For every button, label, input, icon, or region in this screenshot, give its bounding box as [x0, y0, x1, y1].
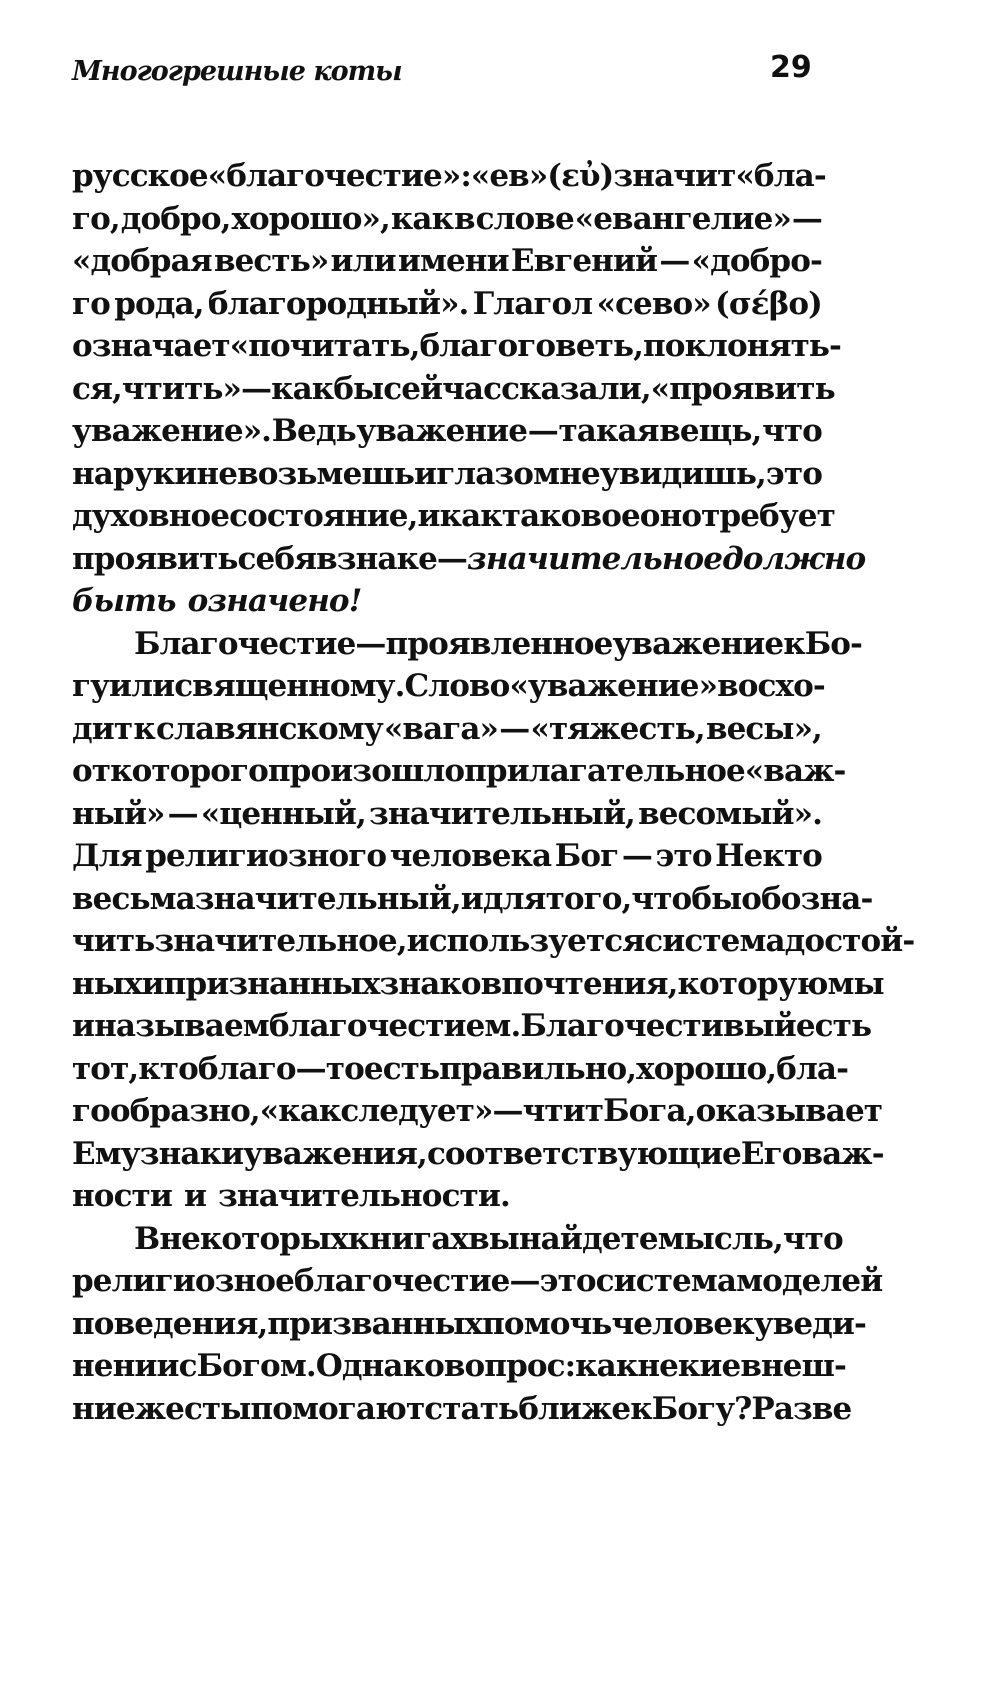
word: «евангелие»	[574, 200, 791, 237]
word: весы»,	[705, 710, 822, 747]
word: —	[492, 1093, 523, 1129]
word: себя	[237, 540, 317, 577]
word: религиозное	[72, 1263, 294, 1299]
word: произошло	[267, 753, 465, 789]
word: гообразно,	[72, 1093, 260, 1129]
word: и	[417, 498, 440, 534]
word: —	[167, 795, 198, 832]
word: «добро-	[691, 243, 822, 279]
text-line	[72, 495, 835, 538]
word: от	[72, 753, 111, 789]
emphasis-word: должно	[722, 540, 866, 577]
text-line	[72, 240, 822, 283]
word: сейчас	[383, 370, 502, 407]
word: признанных	[163, 965, 380, 1002]
text-line	[72, 580, 822, 623]
word: требует	[701, 498, 835, 534]
word: уважение	[612, 625, 784, 662]
word: славянскому	[156, 710, 383, 747]
word: Ему	[72, 1135, 140, 1172]
word: нении	[72, 1348, 179, 1384]
word: вещь,	[659, 413, 762, 449]
text-line	[72, 1260, 883, 1303]
text-line	[72, 1345, 846, 1388]
word: уважение	[356, 413, 528, 449]
word: В	[134, 1220, 160, 1257]
word: Разве	[751, 1390, 852, 1427]
word: знаке	[336, 540, 437, 577]
word: которую	[677, 965, 828, 1002]
word: рода,	[114, 285, 204, 322]
word: «тяжесть,	[530, 710, 705, 747]
word: это	[539, 1263, 596, 1299]
word: благородный».	[207, 285, 469, 322]
word: и	[460, 880, 483, 917]
word: уважение».	[72, 413, 272, 449]
word: поведения,	[72, 1305, 268, 1342]
word: «ценный,	[200, 795, 366, 832]
word: ближе	[518, 1390, 631, 1427]
word: как	[575, 1348, 638, 1384]
word: человека	[389, 838, 552, 874]
word: —	[499, 710, 530, 747]
word: не	[559, 455, 600, 492]
word: «как	[259, 1093, 341, 1129]
word: Евгений	[510, 243, 658, 279]
word: и	[183, 1178, 207, 1214]
word: слове	[475, 200, 574, 237]
word: Некто	[715, 838, 822, 874]
text-line	[72, 283, 822, 326]
text-line	[72, 963, 884, 1006]
text-line	[72, 750, 846, 793]
word: уважения,	[243, 1135, 427, 1172]
word: такая	[558, 413, 659, 449]
word: —	[791, 200, 822, 237]
word: человеку	[611, 1305, 773, 1342]
word: чтит	[522, 1093, 604, 1129]
word: вы	[468, 1220, 519, 1257]
word: ный»	[72, 795, 165, 832]
text-line	[72, 835, 822, 878]
word: глазом	[436, 455, 560, 492]
word: значительный,	[369, 795, 635, 832]
word: в	[316, 540, 337, 577]
word: восхо-	[717, 668, 825, 704]
emphasis-word: значительное	[467, 540, 723, 577]
text-line	[72, 325, 841, 368]
word: поклонять-	[643, 328, 841, 364]
word: есть	[363, 1050, 440, 1087]
word: соответствующие	[426, 1135, 741, 1172]
word: на	[72, 455, 113, 492]
text-line	[72, 410, 822, 453]
text-line	[72, 708, 822, 751]
paragraph	[72, 155, 866, 623]
word: как	[271, 370, 334, 407]
paragraph	[72, 1218, 883, 1431]
word: —	[241, 370, 272, 407]
word: чтить»	[121, 370, 241, 407]
word: кто	[138, 1050, 198, 1087]
word: «почитать,	[229, 328, 420, 364]
word: как	[390, 200, 454, 237]
word: благочестием.	[268, 1008, 521, 1044]
word: чить	[72, 923, 155, 959]
text-line	[72, 198, 822, 241]
word: —	[509, 1263, 540, 1299]
text-line	[72, 1005, 872, 1048]
word: Его	[740, 1135, 802, 1172]
word: «благочестие»:	[207, 158, 471, 194]
word: система	[644, 923, 785, 959]
word: увидишь,	[599, 455, 766, 492]
word: важ-	[801, 1135, 884, 1172]
word: стать	[424, 1390, 519, 1427]
word: помочь	[482, 1305, 612, 1342]
body-text	[72, 155, 915, 1430]
word: которого	[110, 753, 268, 789]
word: —	[295, 1050, 326, 1087]
word: весть»	[213, 243, 329, 279]
word: чтобы	[631, 880, 742, 917]
text-line	[72, 1090, 883, 1133]
word: благо	[197, 1050, 296, 1087]
text-line	[72, 453, 822, 496]
word: это	[765, 455, 822, 492]
word: «вага»	[383, 710, 499, 747]
word: весомый».	[638, 795, 822, 832]
word: таковое	[501, 498, 640, 534]
word: моделей	[736, 1263, 883, 1299]
word: священному.	[174, 668, 405, 704]
word: Глагол	[472, 285, 593, 322]
text-line	[72, 920, 915, 963]
word: русское	[72, 158, 208, 194]
word: в	[454, 200, 475, 237]
word: знаков	[379, 965, 502, 1002]
word: духовное	[72, 498, 230, 534]
word: проявленное	[385, 625, 613, 662]
word: с	[178, 1348, 197, 1384]
word: —	[659, 243, 690, 279]
running-title: Многогрешные коты	[72, 56, 402, 87]
word: мысль,	[657, 1220, 783, 1257]
word: найдете	[518, 1220, 658, 1257]
word: обозна-	[741, 880, 873, 917]
word: жесты	[134, 1390, 251, 1427]
word: знаки	[139, 1135, 244, 1172]
text-line	[72, 665, 825, 708]
paragraph	[72, 623, 915, 1218]
text-line	[72, 1175, 822, 1218]
word: называем	[94, 1008, 269, 1044]
word: или	[330, 243, 396, 279]
word: Благочестивый	[520, 1008, 796, 1044]
text-line	[72, 368, 835, 411]
word: некоторых	[159, 1220, 348, 1257]
word: достой-	[784, 923, 915, 959]
word: к	[630, 1390, 652, 1427]
word: для	[482, 880, 546, 917]
word: система	[595, 1263, 737, 1299]
word: ных	[72, 965, 142, 1002]
word: к	[783, 625, 805, 662]
word: почтения,	[501, 965, 678, 1002]
word: Богу?	[651, 1390, 752, 1427]
word: —	[436, 540, 468, 577]
text-line	[72, 878, 873, 921]
word: проявить	[72, 540, 238, 577]
word: правильно,	[439, 1050, 637, 1087]
word: ности	[72, 1178, 172, 1214]
word: бла-	[776, 1050, 849, 1087]
word: го	[72, 285, 110, 322]
word: следует»	[340, 1093, 493, 1129]
word: руки	[113, 455, 197, 492]
word: религиозного	[145, 838, 387, 874]
word: книгах	[347, 1220, 469, 1257]
word: (εὐ)	[547, 158, 614, 194]
word: —	[621, 838, 652, 874]
text-line	[72, 155, 826, 198]
word: Бога,	[603, 1093, 696, 1129]
word: хорошо,	[636, 1050, 777, 1087]
word: возьмешь	[237, 455, 414, 492]
word: Слово	[404, 668, 510, 704]
word: Благочестие	[134, 625, 356, 662]
text-line	[72, 793, 822, 836]
word: что	[762, 413, 822, 449]
word: значительный,	[194, 880, 461, 917]
word: тот,	[72, 1050, 139, 1087]
word: благочестие	[293, 1263, 510, 1299]
word: «уважение»	[509, 668, 718, 704]
page-number: 29	[770, 50, 812, 85]
text-line	[72, 623, 863, 666]
word: что	[782, 1220, 843, 1257]
text-line	[72, 1048, 849, 1091]
word: хорошо»,	[231, 200, 390, 237]
word: как	[439, 498, 502, 534]
word: вопрос:	[443, 1348, 576, 1384]
word: прилагательное	[464, 753, 745, 789]
word: оно	[639, 498, 702, 534]
word: внеш-	[740, 1348, 846, 1384]
word: это	[655, 838, 712, 874]
word: значит	[613, 158, 736, 194]
word: —	[355, 625, 386, 662]
word: Для	[72, 838, 142, 874]
word: «бла-	[735, 158, 826, 194]
word: весьма	[72, 880, 195, 917]
word: и	[72, 1008, 95, 1044]
word: в	[772, 1305, 794, 1342]
word: бы	[333, 370, 384, 407]
word: есть	[795, 1008, 872, 1044]
word: ся,	[72, 370, 122, 407]
word: «ев»	[470, 158, 548, 194]
word: Бо-	[804, 625, 863, 662]
word: го,	[72, 200, 120, 237]
emphasis-word: быть	[72, 583, 176, 619]
word: добро,	[120, 200, 231, 237]
word: к	[133, 710, 155, 747]
word: помогают	[250, 1390, 425, 1427]
word: имени	[397, 243, 509, 279]
word: то	[325, 1050, 364, 1087]
word: «проявить	[650, 370, 835, 407]
word: Однако	[315, 1348, 444, 1384]
word: не	[196, 455, 238, 492]
emphasis-word: означено!	[187, 583, 362, 619]
text-line	[72, 1303, 866, 1346]
word: призванных	[267, 1305, 483, 1342]
word: означает	[72, 328, 230, 364]
text-line	[72, 1218, 843, 1261]
word: дит	[72, 710, 133, 747]
word: (σέβο)	[715, 285, 822, 322]
word: оказывает	[695, 1093, 883, 1129]
word: ние	[72, 1390, 135, 1427]
word: гу	[72, 668, 110, 704]
word: «сево»	[596, 285, 711, 322]
word: значительное,	[154, 923, 407, 959]
word: —	[527, 413, 558, 449]
word: «важ-	[744, 753, 846, 789]
word: некие	[637, 1348, 741, 1384]
word: или	[109, 668, 175, 704]
word: того,	[545, 880, 632, 917]
word: значительности.	[218, 1178, 510, 1214]
text-line	[72, 538, 866, 581]
word: благоговеть,	[419, 328, 643, 364]
word: используется	[406, 923, 645, 959]
word: сказали,	[501, 370, 651, 407]
word: Бог	[554, 838, 619, 874]
text-line	[72, 1133, 884, 1176]
word: состояние,	[229, 498, 418, 534]
word: Ведь	[271, 413, 356, 449]
word: Богом.	[196, 1348, 316, 1384]
word: и	[414, 455, 437, 492]
word: «добрая	[72, 243, 212, 279]
word: мы	[827, 965, 884, 1002]
text-line	[72, 1388, 852, 1431]
word: еди-	[793, 1305, 866, 1342]
word: и	[141, 965, 164, 1002]
